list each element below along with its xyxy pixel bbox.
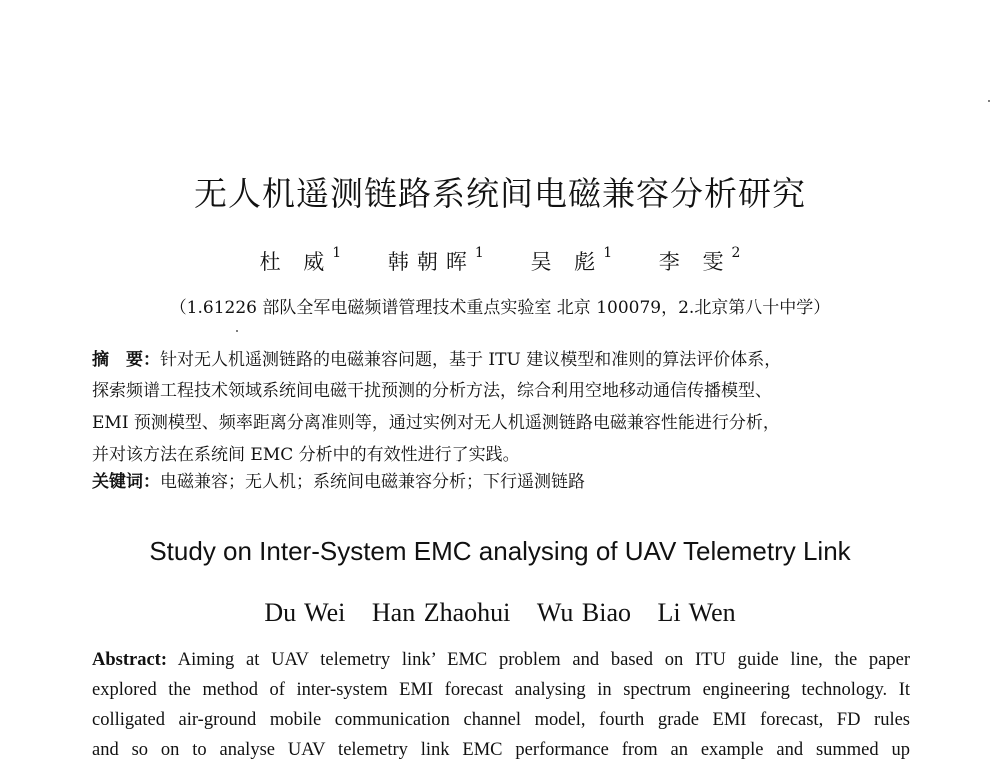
en-abstract-line-2: explored the method of inter-system EMI forecast analysing in spectrum engineering technology. It	[92, 680, 910, 700]
english-title: Study on Inter-System EMC analysing of UAV Telemetry Link	[149, 536, 851, 566]
cn-author-2	[387, 245, 484, 274]
scan-speck	[236, 330, 238, 332]
cn-author-name: 吴 彪	[530, 250, 604, 274]
cn-abstract-label: 摘 要：	[92, 350, 160, 370]
cn-abstract-line-2: 探索频谱工程技术领域系统间电磁干扰预测的分析方法，综合利用空地移动通信传播模型、	[92, 381, 772, 401]
cn-author-3	[530, 245, 613, 274]
en-author-3: Wu Biao	[536, 598, 631, 627]
en-author-4: Li Wen	[657, 598, 736, 627]
cn-author-4	[658, 245, 741, 274]
chinese-affiliation: （1.61226 部队全军电磁频谱管理技术重点实验室 北京 100079，2.北京第八十中学）	[169, 298, 831, 318]
chinese-authors	[0, 246, 1000, 276]
cn-author-name: 李 雯	[658, 250, 732, 274]
affiliation-mark: 1	[474, 245, 484, 261]
cn-abstract-line-1	[92, 345, 781, 370]
cn-abstract-line-4: 并对该方法在系统间 EMC 分析中的有效性进行了实践。	[92, 445, 520, 465]
en-abstract-line-4: and so on to analyse UAV telemetry link EMC performance from an example and summed up	[92, 740, 910, 760]
affiliation-mark: 1	[332, 245, 342, 261]
en-abstract-text: Aiming at UAV telemetry link’ EMC problem and based on ITU guide line, the paper	[177, 650, 910, 670]
cn-keywords-label: 关键词：	[92, 472, 160, 492]
english-authors	[0, 598, 1000, 628]
cn-keywords	[92, 467, 585, 492]
en-abstract-label: Abstract:	[92, 650, 168, 670]
affiliation-mark: 2	[731, 245, 741, 261]
chinese-title: 无人机遥测链路系统间电磁兼容分析研究	[194, 174, 806, 213]
affiliation-mark: 1	[603, 245, 613, 261]
cn-abstract-text: 针对无人机遥测链路的电磁兼容问题，基于 ITU 建议模型和准则的算法评价体系，	[160, 350, 782, 370]
cn-keywords-text: 电磁兼容；无人机；系统间电磁兼容分析；下行遥测链路	[160, 472, 585, 492]
en-author-2: Han Zhaohui	[371, 598, 511, 627]
en-abstract-line-1	[92, 650, 910, 671]
cn-abstract-line-3: EMI 预测模型、频率距离分离准则等，通过实例对无人机遥测链路电磁兼容性能进行分析，	[92, 413, 780, 433]
cn-author-name: 杜 威	[259, 250, 333, 274]
cn-author-name: 韩朝晖	[387, 250, 475, 274]
en-abstract-line-3: colligated air-ground mobile communication channel model, fourth grade EMI forecast, FD rules	[92, 710, 910, 730]
cn-author-1	[259, 245, 342, 274]
scan-speck	[988, 100, 990, 102]
en-author-1: Du Wei	[264, 598, 346, 627]
